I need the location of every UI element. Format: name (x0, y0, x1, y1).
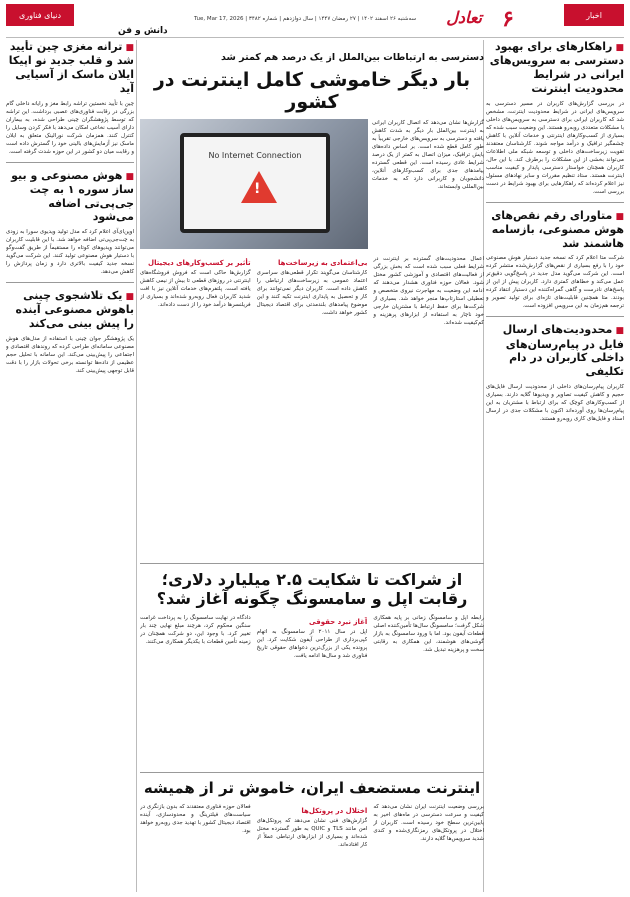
bullet-square-icon: ■ (612, 43, 624, 53)
lead-headline: بار دیگر خاموشی کامل اینترنت در کشور (153, 69, 471, 113)
bullet-square-icon: ■ (122, 43, 134, 53)
lead-col-text: اعمال محدودیت‌های گسترده بر اینترنت در شرایط فعلی سبب شده است که بخش بزرگی از فعالیت‌های اقتصادی و آموزشی کشور مختل شود. فعالان حوزه فناوری هشدار می‌دهند که ادامه این وضعیت به مهاجرت نیروی متخصص و تعطیلی استارتاپ‌ها منجر خواهد شد. بسیاری از شرکت‌ها برای حفظ ارتباط با مشتریان خارجی خود ناچار به استفاده از ابزارهای پرهزینه و کم‌کیفیت شده‌اند. (373, 256, 484, 326)
lead-subhead: تأثیر بر کسب‌وکارهای دیجیتال (148, 259, 251, 267)
lead-col-text: گزارش‌ها حاکی است که فروش فروشگاه‌های اینترنتی در روزهای قطعی تا بیش از نیمی کاهش یافته است. پلتفرم‌های خدمات آنلاین نیز با افت شدید کاربران فعال روبه‌رو شده‌اند و بسیاری از فریلنسرها درآمد خود را از دست داده‌اند. (140, 270, 251, 308)
page-number: ۶ (502, 6, 514, 32)
third-headline: اینترنت مستضعف ایران، خاموش تر از همیشه (140, 772, 484, 797)
left-tech-column (6, 40, 134, 892)
article-headline: ■ متاورای رقم نقص‌های هوش مصنوعی، بازسامه هاشمند شد (491, 208, 624, 250)
lead-article-columns (140, 255, 484, 555)
lead-photo (140, 119, 368, 249)
second-headline: از شراکت تا شکایت ۲.۵ میلیارد دلاری؛ رقابت اپل و سامسونگ چگونه آغاز شد؟ (140, 563, 484, 608)
third-col (140, 803, 251, 892)
bullet-square-icon: ■ (122, 171, 134, 182)
article-headline: ■ یک تلاشجوی چینی باهوش مصنوعی آینده را پیش بینی می‌کند (15, 289, 134, 330)
section-name: دانش و فن (118, 26, 168, 36)
third-article-columns (140, 803, 484, 892)
article-headline: ■ هوش مصنوعی و بیو ساز سوره ۱ به چت جی‌پی‌تی اضافه می‌شود (11, 168, 134, 224)
second-col-text: دادگاه در نهایت سامسونگ را به پرداخت غرامت سنگین محکوم کرد، هرچند مبلغ نهایی چند بار تغییر کرد. با وجود این، دو شرکت همچنان در زمینه تأمین قطعات با یکدیگر همکاری می‌کنند. (140, 615, 251, 645)
lead-intro-text: گزارش‌ها نشان می‌دهد که اتصال کاربران ایرانی به اینترنت بین‌الملل بار دیگر به شدت کاهش یافته و دسترسی به سرویس‌های خارجی تقریباً به طور کامل قطع شده است. بر اساس داده‌های پایش ترافیک، میزان اتصال به کمتر از یک درصد شرایط عادی رسیده است. این قطعی گسترده پیامدهای جدی برای کسب‌وکارهای آنلاین، دانشجویان و کاربرانی دارد که به خدمات بین‌المللی وابسته‌اند. (372, 120, 484, 190)
second-col-text: اپل در سال ۲۰۱۱ از سامسونگ به اتهام کپی‌برداری از طراحی آیفون شکایت کرد. این پرونده یکی از بزرگ‌ترین دعواهای حقوقی تاریخ فناوری شد و سال‌ها ادامه یافت. (256, 629, 368, 659)
section-tab-tech-world: دنیای فناوری (6, 4, 74, 26)
article-headline: ■ راهکارهای برای بهبود دسترسی به سرویس‌های ایرانی در شرایط محدودیت اینترنت (489, 40, 624, 95)
article-body: اوپن‌ای‌آی اعلام کرد که مدل تولید ویدیوی سورا به زودی به چت‌جی‌پی‌تی اضافه خواهد شد. با این قابلیت کاربران می‌توانند ویدیوهای کوتاه را مستقیماً از طریق گفت‌وگو با دستیار هوش مصنوعی تولید کنند. این شرکت می‌گوید نسخه جدید کیفیت بالاتری دارد و زمان پردازش را کاهش می‌دهد. (6, 229, 134, 275)
no-internet-caption: No Internet Connection (208, 151, 302, 160)
lead-col (257, 255, 368, 555)
second-col-text: رابطه اپل و سامسونگ زمانی بر پایه همکاری شکل گرفت؛ سامسونگ سال‌ها تأمین‌کننده اصلی قطعات آیفون بود. اما با ورود سامسونگ به بازار گوشی‌های هوشمند، این همکاری به رقابتی سخت و پرهزینه تبدیل شد. (373, 615, 484, 653)
article-body: در بررسی گزارش‌های کاربران در مسیر دسترسی به سرویس‌های ایرانی در شرایط محدودیت اینترنت، مشخص شد که کاربران ایرانی برای دسترسی به سرویس‌های داخلی با مشکلات متعددی روبه‌رو هستند. این وضعیت سبب شده که بسیاری از کسب‌وکارهای اینترنتی و خدمات آنلاین با کاهش چشمگیر ترافیک و درآمد مواجه شوند. کارشناسان معتقدند تقویت زیرساخت‌های داخلی و توسعه شبکه ملی اطلاعات می‌تواند بخشی از این مشکلات را برطرف کند. با این حال، کاربران همچنان خواستار دسترسی پایدار و کیفیت مناسب اینترنت هستند. ستاد تنظیم مقررات و سایر نهادهای مسئول نیز اعلام کرده‌اند که راهکارهایی برای بهبود شرایط در دست بررسی است. (486, 100, 624, 195)
dateline: سه‌شنبه ۲۶ اسفند ۱۴۰۲ | ۲۷ رمضان ۱۴۴۷ | سال دوازدهم | شماره ۳۴۸۲ | Tue, Mar 17, 2026 (194, 16, 417, 22)
third-col (257, 803, 368, 892)
article-headline: ■ ترانه مغزی چین تأیید شد و قلب جدید نو اپیکا ایلان ماسک از آسیایی آید (8, 40, 134, 95)
section-tab-news: اخبار (564, 4, 624, 26)
newspaper-logo: تعادل (446, 8, 482, 27)
article-body: چین با تأیید نخستین تراشه رابط مغز و رایانه داخلی گام بزرگی در رقابت فناوری‌های عصبی برداشت. این تراشه که توسط پژوهشگران چینی طراحی شده، به بیماران دارای آسیب نخاعی امکان می‌دهد با فکر کردن وسایل را کنترل کنند. همزمان شرکت نورالینک متعلق به ایلان ماسک نیز آزمایش‌های بالینی خود را گسترش داده است و رقابت میان دو کشور در این حوزه شدت گرفته است. (6, 100, 134, 155)
third-subhead: اختلال در پروتکل‌ها (301, 807, 368, 815)
third-col (373, 803, 484, 892)
divider (6, 162, 134, 163)
laptop-screen (180, 133, 330, 233)
lead-subhead: بی‌اعتمادی به زیرساخت‌ها (278, 259, 368, 267)
lead-col (373, 255, 484, 555)
second-col (140, 614, 251, 764)
third-col-text: بررسی وضعیت اینترنت ایران نشان می‌دهد که کیفیت و سرعت دسترسی در ماه‌های اخیر به پایین‌ترین سطح خود رسیده است. کاربران از اختلال در پروتکل‌های رمزنگاری‌شده و کندی شدید سرویس‌ها گلایه دارند. (373, 804, 484, 842)
right-news-column (486, 40, 624, 892)
second-subhead: آغاز نبرد حقوقی (309, 618, 368, 626)
center-content (140, 40, 484, 892)
divider (6, 282, 134, 283)
bullet-square-icon: ■ (612, 211, 624, 222)
article-body: کاربران پیام‌رسان‌های داخلی از محدودیت ارسال فایل‌های حجیم و کاهش کیفیت تصاویر و ویدیوها گلایه دارند. بسیاری از کسب‌وکارهای کوچک که برای ارتباط با مشتریان به این پیام‌رسان‌ها روی آورده‌اند اکنون با مشکلات جدی در ارسال اسناد و فایل‌های کاری روبه‌رو هستند. (486, 383, 624, 422)
third-col-text: فعالان حوزه فناوری معتقدند که بدون بازنگری در سیاست‌های فیلترینگ و محدودسازی، آینده اقتصاد دیجیتال کشور با تهدید جدی روبه‌رو خواهد بود. (140, 804, 251, 834)
article-headline: ■ محدودیت‌های ارسال فایل در پیام‌رسان‌های داخلی کاربران در دام تکلیفی (502, 323, 624, 378)
lead-col-text: کارشناسان می‌گویند تکرار قطعی‌های سراسری اعتماد عمومی به زیرساخت‌های ارتباطی را کاهش داده است. کاربران دیگر نمی‌توانند برای کار و تحصیل به پایداری اینترنت تکیه کنند و این موضوع پیامدهای بلندمدتی برای اقتصاد دیجیتال کشور خواهد داشت. (256, 270, 368, 316)
second-col (373, 614, 484, 764)
article-body: یک پژوهشگر جوان چینی با استفاده از مدل‌های هوش مصنوعی سامانه‌ای طراحی کرده که روندهای اقتصادی و اجتماعی را پیش‌بینی می‌کند. این سامانه با تحلیل حجم عظیمی از داده‌ها توانسته برخی تحولات بازار را با دقت قابل توجهی پیش‌بینی کند. (6, 335, 134, 374)
divider (486, 316, 624, 317)
bullet-square-icon: ■ (612, 326, 624, 337)
exclamation-icon: ! (254, 181, 261, 197)
second-col (257, 614, 368, 764)
article-body: شرکت متا اعلام کرد که نسخه جدید دستیار هوش مصنوعی خود را با رفع بسیاری از نقص‌های گزارش‌شده منتشر کرده است. این شرکت می‌گوید مدل جدید در پاسخ‌گویی دقیق‌تر عمل می‌کند و خطاهای کمتری دارد. کاربران پیش از این از پاسخ‌های نادرست و گاهی گمراه‌کننده این دستیار انتقاد کرده بودند. متا همچنین قابلیت‌های تازه‌ای برای تولید تصویر و ترجمه هم‌زمان به این سرویس افزوده است. (486, 255, 624, 310)
masthead (6, 4, 624, 38)
lead-photo-row (140, 119, 484, 249)
third-col-text: گزارش‌های فنی نشان می‌دهد که پروتکل‌های امن مانند TLS و QUIC به طور گسترده مختل شده‌اند و بسیاری از ابزارهای ارتباطی عملاً از کار افتاده‌اند. (256, 818, 368, 848)
lead-kicker: دسترسی به ارتباطات بین‌الملل از یک درصد هم کمتر شد (221, 52, 484, 63)
lead-col (140, 255, 251, 555)
bullet-square-icon: ■ (122, 292, 134, 302)
second-article-columns (140, 614, 484, 764)
column-divider (136, 40, 137, 892)
divider (486, 202, 624, 203)
